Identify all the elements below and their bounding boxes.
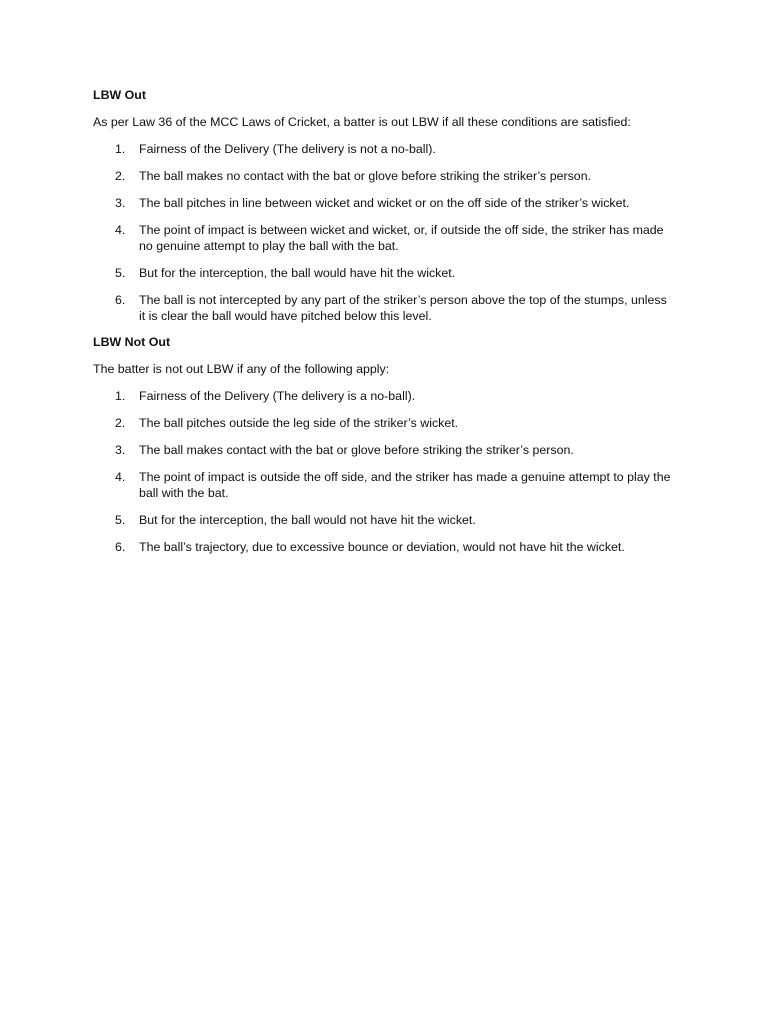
- lbw-not-out-conditions-list: [93, 388, 673, 555]
- lbw-out-intro: As per Law 36 of the MCC Laws of Cricket, a batter is out LBW if all these conditions are satisfied:: [93, 115, 631, 129]
- lbw-not-out-intro: The batter is not out LBW if any of the following apply:: [93, 362, 390, 376]
- list-item: [93, 388, 673, 404]
- list-item-number: 2.: [115, 416, 126, 430]
- lbw-out-section: [93, 87, 673, 324]
- list-item: [93, 415, 673, 431]
- list-item: [93, 539, 673, 555]
- list-item: [93, 265, 673, 281]
- list-item-text: The ball is not intercepted by any part of the striker’s person above the top of the stumps, unless it is clear the ball would have pitched below this level.: [139, 293, 667, 323]
- list-item: [93, 195, 673, 211]
- list-item-text: The ball pitches outside the leg side of the striker’s wicket.: [139, 416, 459, 430]
- list-item: [93, 442, 673, 458]
- list-item-text: The point of impact is between wicket and wicket, or, if outside the off side, the striker has made no genuine attempt to play the ball with the bat.: [139, 223, 664, 253]
- list-item: [93, 512, 673, 528]
- list-item-text: Fairness of the Delivery (The delivery is a no-ball).: [139, 389, 416, 403]
- lbw-not-out-heading: LBW Not Out: [93, 335, 171, 349]
- list-item: [93, 292, 673, 324]
- document-page: [93, 87, 673, 555]
- list-item: [93, 469, 673, 501]
- list-item-text: The ball pitches in line between wicket and wicket or on the off side of the striker’s wicket.: [139, 196, 630, 210]
- list-item-text: The ball makes no contact with the bat or glove before striking the striker’s person.: [139, 169, 592, 183]
- list-item-number: 1.: [115, 142, 126, 156]
- list-item-number: 6.: [115, 540, 126, 554]
- list-item-number: 1.: [115, 389, 126, 403]
- list-item-number: 3.: [115, 443, 126, 457]
- list-item-number: 6.: [115, 293, 126, 307]
- list-item-text: The ball makes contact with the bat or glove before striking the striker’s person.: [139, 443, 574, 457]
- list-item-text: The ball’s trajectory, due to excessive bounce or deviation, would not have hit the wicket.: [139, 540, 625, 554]
- list-item-number: 4.: [115, 223, 126, 237]
- list-item: [93, 141, 673, 157]
- list-item: [93, 222, 673, 254]
- list-item-number: 3.: [115, 196, 126, 210]
- list-item-text: But for the interception, the ball would have hit the wicket.: [139, 266, 456, 280]
- list-item-number: 5.: [115, 266, 126, 280]
- list-item-text: The point of impact is outside the off side, and the striker has made a genuine attempt to play the ball with the bat.: [139, 470, 671, 500]
- list-item-text: Fairness of the Delivery (The delivery is not a no-ball).: [139, 142, 436, 156]
- list-item-text: But for the interception, the ball would not have hit the wicket.: [139, 513, 476, 527]
- list-item-number: 4.: [115, 470, 126, 484]
- list-item-number: 5.: [115, 513, 126, 527]
- lbw-not-out-section: [93, 334, 673, 555]
- lbw-out-conditions-list: [93, 141, 673, 324]
- list-item: [93, 168, 673, 184]
- list-item-number: 2.: [115, 169, 126, 183]
- lbw-out-heading: LBW Out: [93, 88, 146, 102]
